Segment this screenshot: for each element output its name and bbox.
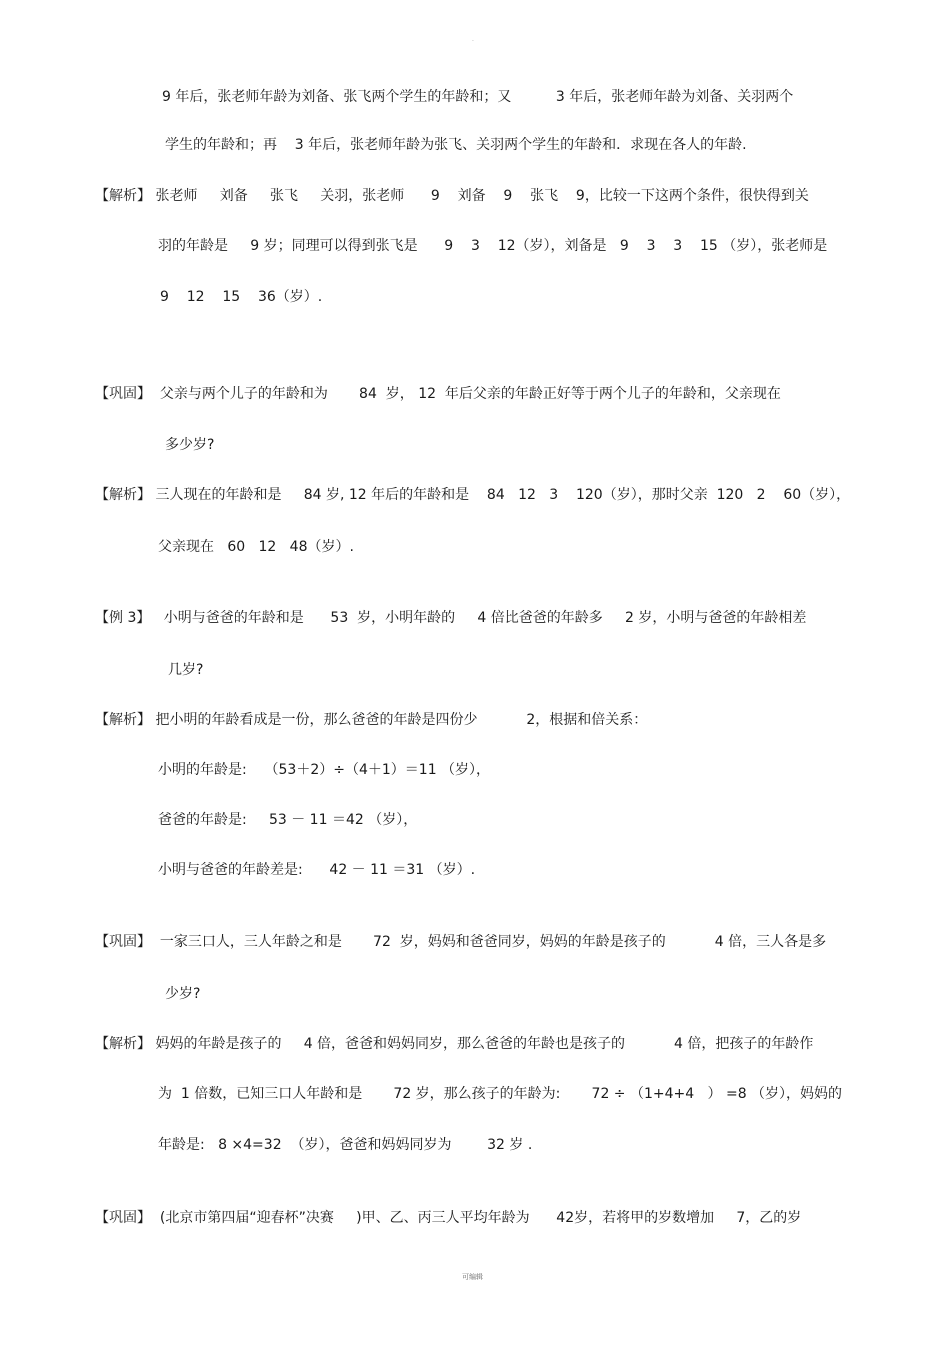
text-line: 小明的年龄是: （53＋2）÷（4＋1）＝11 （岁）， bbox=[158, 762, 491, 778]
text-line: 【解析】 妈妈的年龄是孩子的 4 倍，爸爸和妈妈同岁，那么爸爸的年龄也是孩子的 4 倍，把孩子的年龄作 bbox=[95, 1036, 814, 1052]
text-line: 父亲现在 60 12 48（岁）. bbox=[158, 539, 354, 555]
text-line: 年龄是: 8 ×4=32 （岁），爸爸和妈妈同岁为 32 岁 . bbox=[158, 1137, 533, 1153]
text-line: 少岁? bbox=[165, 986, 201, 1002]
text-line: 【巩固】 一家三口人，三人年龄之和是 72 岁，妈妈和爸爸同岁，妈妈的年龄是孩子的 4 倍，三人各是多 bbox=[95, 934, 827, 950]
text-line: 羽的年龄是 9 岁；同理可以得到张飞是 9 3 12（岁），刘备是 9 3 3 15 （岁），张老师是 bbox=[158, 238, 828, 254]
text-line: 为 1 倍数，已知三口人年龄和是 72 岁，那么孩子的年龄为: 72 ÷ （1+4+4 ） =8 （岁），妈妈的 bbox=[158, 1086, 843, 1102]
text-line: 多少岁? bbox=[165, 437, 215, 453]
text-line: 9 年后，张老师年龄为刘备、张飞两个学生的年龄和；又 3 年后，张老师年龄为刘备、关羽两个 bbox=[162, 89, 794, 105]
text-line: 小明与爸爸的年龄差是: 42 － 11 ＝31 （岁）. bbox=[158, 862, 476, 878]
text-line: 【巩固】 父亲与两个儿子的年龄和为 84 岁， 12 年后父亲的年龄正好等于两个儿子的年龄和，父亲现在 bbox=[95, 386, 781, 402]
text-line: 几岁? bbox=[168, 662, 204, 678]
page-footer: 可编辑 bbox=[462, 1273, 483, 1281]
text-line: 【巩固】 (北京市第四届“迎春杯”决赛 )甲、乙、丙三人平均年龄为 42岁，若将甲的岁数增加 7，乙的岁 bbox=[95, 1210, 802, 1226]
text-line: 学生的年龄和；再 3 年后，张老师年龄为张飞、关羽两个学生的年龄和．求现在各人的年龄. bbox=[165, 137, 747, 153]
header-mark: · bbox=[472, 38, 474, 45]
text-line: 【解析】 张老师 刘备 张飞 关羽，张老师 9 刘备 9 张飞 9，比较一下这两个条件，很快得到关 bbox=[95, 188, 809, 204]
text-line: 【解析】 把小明的年龄看成是一份，那么爸爸的年龄是四份少 2，根据和倍关系： bbox=[95, 712, 648, 728]
text-line: 爸爸的年龄是: 53 － 11 ＝42 （岁）， bbox=[158, 812, 418, 828]
text-line: 【例 3】 小明与爸爸的年龄和是 53 岁，小明年龄的 4 倍比爸爸的年龄多 2 岁，小明与爸爸的年龄相差 bbox=[95, 610, 807, 626]
text-line: 【解析】 三人现在的年龄和是 84 岁, 12 年后的年龄和是 84 12 3 120（岁），那时父亲 120 2 60（岁）， bbox=[95, 487, 851, 503]
text-line: 9 12 15 36（岁）. bbox=[160, 289, 323, 305]
